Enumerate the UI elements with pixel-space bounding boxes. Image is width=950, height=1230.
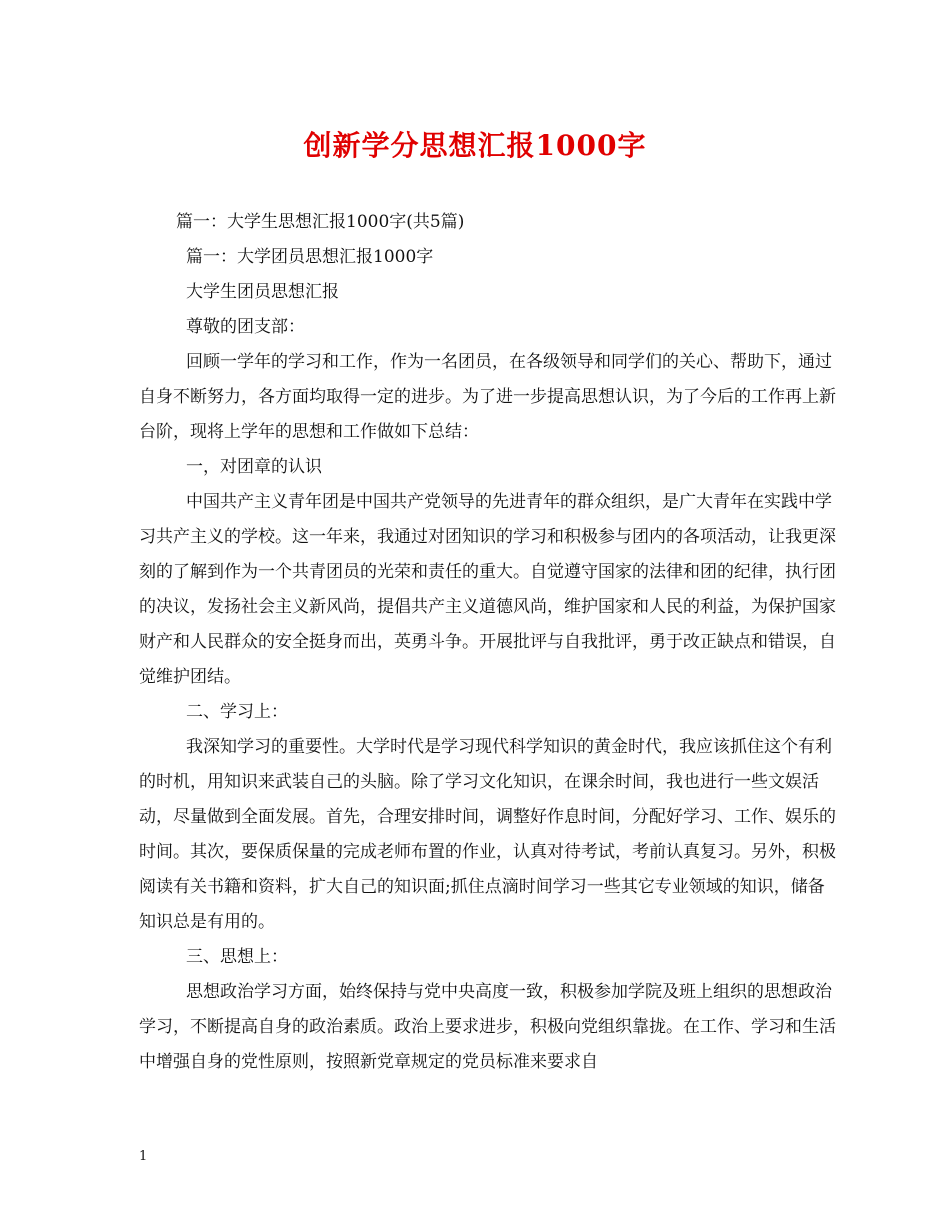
heading-study: 二、学习上： [186, 702, 288, 722]
paragraph-study: 我深知学习的重要性。大学时代是学习现代科学知识的黄金时代，我应该抓住这个有利的时机，用知识来武装自己的头脑。除了学习文化知识，在课余时间，我也进行一些文娱活动，尽量做到全面发展。首先，合理安排时间，调整好作息时间，分配好学习、工作、娱乐的时间。其次，要保质保量的完成老师布置的作业，认真对待考试，考前认真复习。另外，积极阅读有关书籍和资料，扩大自己的知识面;抓住点滴时间学习一些其它专业领域的知识，储备知识总是有用的。 [139, 737, 836, 932]
section-heading-pian-yi: 篇一：大学生思想汇报1000字(共5篇) [176, 212, 465, 232]
paragraph-thought: 思想政治学习方面，始终保持与党中央高度一致，积极参加学院及班上组织的思想政治学习，不断提高自身的政治素质。政治上要求进步，积极向党组织靠拢。在工作、学习和生活中增强自身的党性原则，按照新党章规定的党员标准来要求自 [139, 982, 836, 1072]
page-number: 1 [139, 1149, 148, 1164]
subsection-heading: 篇一：大学团员思想汇报1000字 [186, 247, 434, 267]
heading-thought: 三、思想上： [186, 947, 288, 967]
paragraph-tuanzhang: 中国共产主义青年团是中国共产党领导的先进青年的群众组织，是广大青年在实践中学习共产主义的学校。这一年来，我通过对团知识的学习和积极参与团内的各项活动，让我更深刻的了解到作为一个共青团员的光荣和责任的重大。自觉遵守国家的法律和团的纪律，执行团的决议，发扬社会主义新风尚，提倡共产主义道德风尚，维护国家和人民的利益，为保护国家财产和人民群众的安全挺身而出，英勇斗争。开展批评与自我批评，勇于改正缺点和错误，自觉维护团结。 [139, 492, 836, 687]
heading-tuanzhang: 一，对团章的认识 [186, 457, 322, 477]
report-heading: 大学生团员思想汇报 [186, 282, 339, 302]
salutation: 尊敬的团支部： [186, 317, 305, 337]
document-body [139, 205, 839, 1080]
paragraph-intro: 回顾一学年的学习和工作，作为一名团员，在各级领导和同学们的关心、帮助下，通过自身不断努力，各方面均取得一定的进步。为了进一步提高思想认识，为了今后的工作再上新台阶，现将上学年的思想和工作做如下总结： [139, 352, 836, 442]
document-title: 创新学分思想汇报1000字 [303, 129, 647, 162]
